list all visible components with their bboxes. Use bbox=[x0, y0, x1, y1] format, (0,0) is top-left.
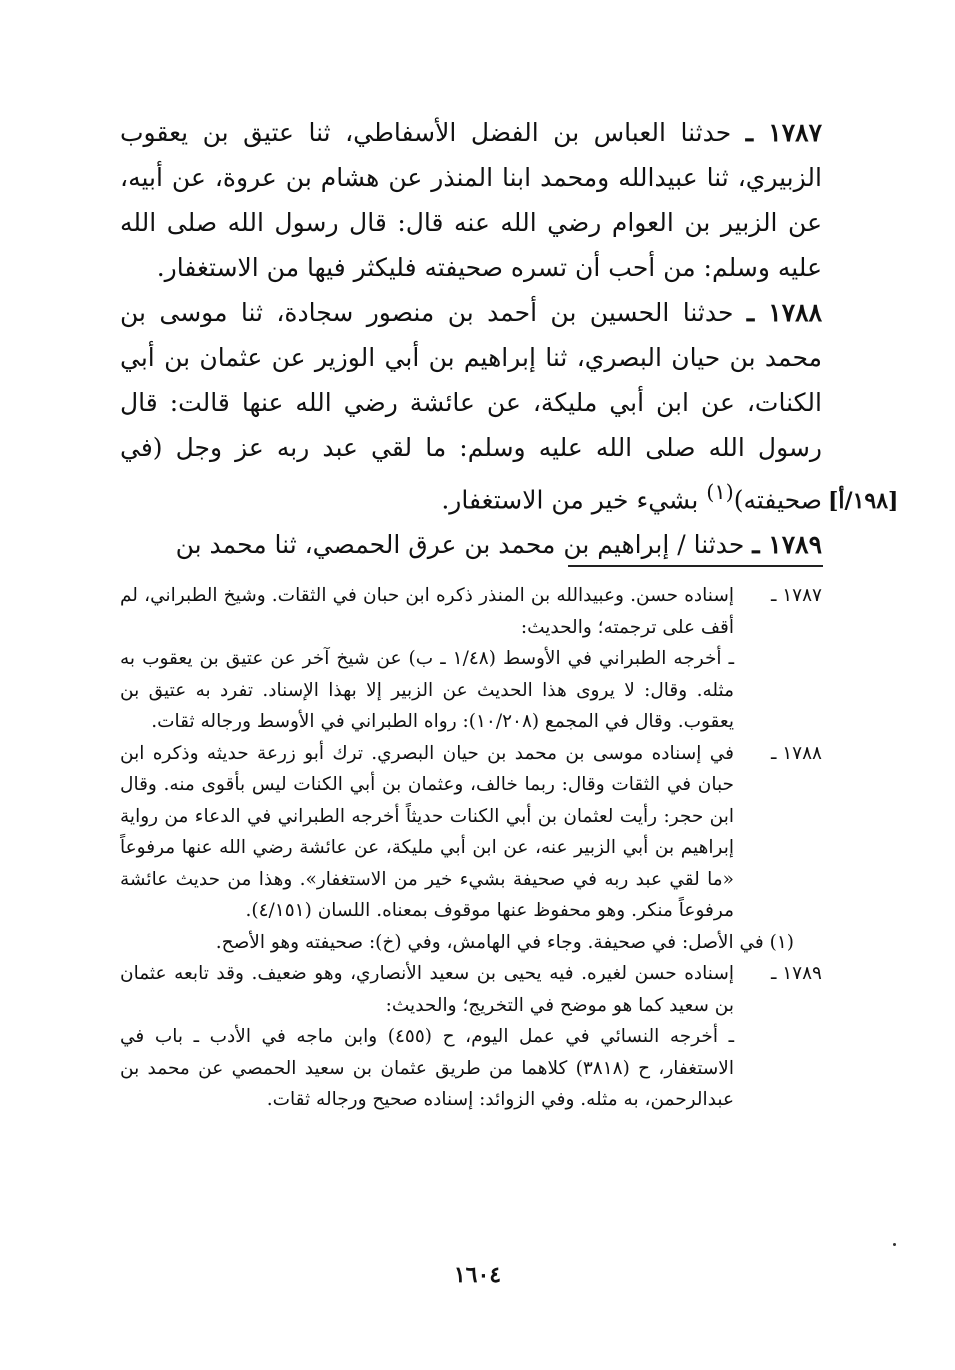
hadith-number: ١٧٨٨ ـ bbox=[746, 298, 823, 327]
hadith-1787 bbox=[120, 110, 822, 290]
hadith-1788 bbox=[120, 290, 822, 522]
footnote-reference: (١) bbox=[706, 480, 734, 504]
hadith-text: حدثنا الحسين بن أحمد بن منصور سجادة، ثنا موسى بن محمد بن حيان البصري، ثنا إبراهيم بن أبي الوزير عن عثمان بن أبي الكنات، عن ابن أبي مليكة، عن عائشة رضي الله عنها قالت: قال رسول الله صلى الله عليه وسلم: ما لقي عبد ربه عز وجل (في صحيفته) bbox=[120, 298, 822, 515]
hadith-text-continued: بشيء خير من الاستغفار. bbox=[441, 485, 707, 515]
note-1787 bbox=[120, 580, 822, 738]
note-number: ١٧٨٩ ـ bbox=[770, 963, 822, 984]
hadith-text: حدثنا / إبراهيم بن محمد بن عرق الحمصي، ثنا محمد بن bbox=[175, 530, 753, 560]
hadith-1789 bbox=[120, 522, 822, 567]
hadith-number: ١٧٨٩ ـ bbox=[752, 530, 822, 560]
note-number: ١٧٨٧ ـ bbox=[770, 585, 822, 606]
note-1789 bbox=[120, 958, 822, 1116]
note-paragraph: إسناده حسن. وعبيدالله بن المنذر ذكره ابن حبان في الثقات. وشيخ الطبراني، لم أقف على ترجمته؛ والحديث: bbox=[120, 585, 734, 638]
scan-speck bbox=[893, 1243, 896, 1246]
footnote-1: (١) في الأصل: في صحيفة. وجاء في الهامش، وفي (خ): صحيفته وهو الأصح. bbox=[215, 931, 794, 953]
page-number: ١٦٠٤ bbox=[453, 1262, 502, 1288]
hadith-text: حدثنا العباس بن الفضل الأسفاطي، ثنا عتيق بن يعقوب الزبيري، ثنا عبيدالله ومحمد ابنا المنذر عن هشام بن عروة، عن أبيه، عن الزبير بن العوام رضي الله عنه قال: قال رسول الله صلى الله عليه وسلم: من أحب أن تسره صحيفته فليكثر فيها من الاستغفار. bbox=[120, 118, 822, 282]
note-paragraph: ـ أخرجه النسائي في عمل اليوم، ح (٤٥٥) وابن ماجه في الأدب ـ باب في الاستغفار، ح (٣٨١٨) كلاهما من طريق عثمان بن سعيد الحمصي عن محمد بن عبدالرحمن، به مثله. وفي الزوائد: إسناده صحيح ورجاله ثقات. bbox=[120, 1026, 734, 1110]
note-paragraph: ـ أخرجه الطبراني في الأوسط (١/٤٨ ـ ب) عن شيخ آخر عن عتيق بن يعقوب به مثله. وقال: لا يروى هذا الحديث عن الزبير إلا بهذا الإسناد. تفرد به عتيق بن يعقوب. وقال في المجمع (١٠/٢٠٨): رواه الطبراني في الأوسط ورجاله ثقات. bbox=[120, 648, 734, 732]
hadith-number: ١٧٨٧ ـ bbox=[745, 118, 822, 147]
footnote-separator bbox=[568, 565, 823, 567]
note-number: ١٧٨٨ ـ bbox=[770, 742, 822, 764]
main-text bbox=[120, 110, 822, 567]
note-paragraph: إسناده حسن لغيره. فيه يحيى بن سعيد الأنصاري، وهو ضعيف. وقد تابعه عثمان بن سعيد كما هو موضح في التخريج؛ والحديث: bbox=[120, 963, 734, 1016]
manuscript-folio-marker: [١٩٨/أ] bbox=[828, 488, 899, 514]
note-1788 bbox=[120, 738, 822, 927]
footnotes bbox=[120, 580, 822, 1116]
note-paragraph: في إسناده موسى بن محمد بن حيان البصري. ترك أبو زرعة حديثه وذكره ابن حبان في الثقات وقال: ربما خالف، وعثمان بن أبي الكنات ليس بأقوى منه. وقال ابن حجر: رأيت لعثمان بن أبي الكنات حديثاً أخرجه الطبراني في الدعاء من رواية إبراهيم بن أبي الزبير عنه، عن ابن أبي مليكة، عن عائشة رضي الله عنها مرفوعاً «ما لقي عبد ربه في صحيفة بشيء خير من الاستغفار». وهذا من حديث عائشة مرفوعاً منكر. وهو محفوظ عنها موقوف بمعناه. اللسان (٤/١٥١). bbox=[120, 742, 734, 921]
